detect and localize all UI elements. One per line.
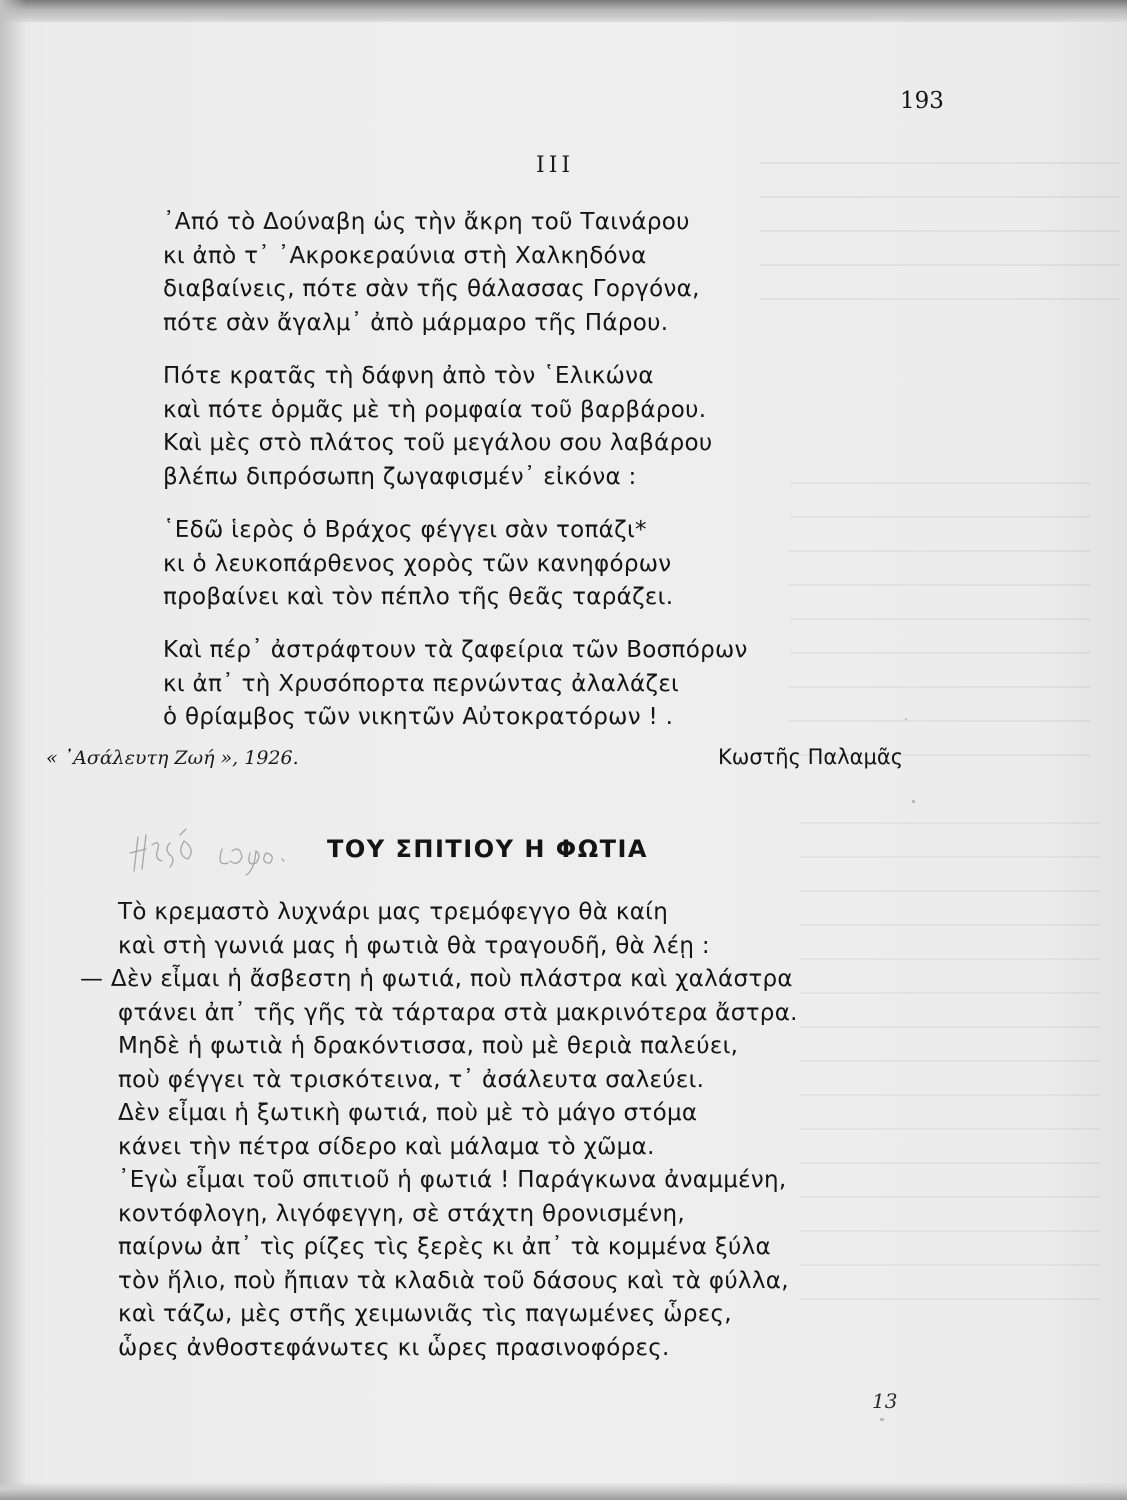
section-numeral: III — [536, 153, 575, 178]
paper-speck — [905, 718, 907, 720]
verse-line: — Δὲν εἶμαι ἡ ἄσβεστη ἡ φωτιά, ποὺ πλάστρα καὶ χαλάστρα — [80, 966, 793, 992]
pencil-annotation — [100, 815, 320, 885]
verse-line: προβαίνει καὶ τὸν πέπλο τῆς θεᾶς ταράζει. — [163, 584, 674, 610]
sonnet-stanza-4 — [163, 634, 748, 735]
verse-line: ῾Εδῶ ἱερὸς ὁ Βράχος φέγγει σὰν τοπάζι* — [163, 517, 647, 543]
page-number: 193 — [900, 88, 944, 114]
page-gutter-shadow — [0, 0, 26, 1500]
verse-line: φτάνει ἀπ᾿ τῆς γῆς τὰ τάρταρα στὰ μακρινότερα ἄστρα. — [118, 999, 798, 1026]
paper-speck — [880, 1418, 884, 1421]
verse-line: Δὲν εἶμαι ἡ ξωτικὴ φωτιά, ποὺ μὲ τὸ μάγο στόμα — [118, 1100, 698, 1126]
author-name: Κωστῆς Παλαμᾶς — [718, 745, 904, 769]
verse-line: ὧρες ἀνθοστεφάνωτες κι ὧρες πρασινοφόρες. — [118, 1334, 670, 1361]
page-bottom-shadow — [0, 1482, 1127, 1500]
source-citation: « ᾿Ασάλευτη Ζωή », 1926. — [46, 747, 299, 769]
show-through-text — [790, 460, 1090, 780]
verse-line: τὸν ἥλιο, ποὺ ἤπιαν τὰ κλαδιὰ τοῦ δάσους καὶ τὰ φύλλα, — [118, 1267, 789, 1294]
verse-line: ᾿Εγὼ εἶμαι τοῦ σπιτιοῦ ἡ φωτιά ! Παράγκωνα ἀναμμένη, — [118, 1167, 787, 1193]
verse-line: Τὸ κρεμαστὸ λυχνάρι μας τρεμόφεγγο θὰ καίη — [118, 899, 669, 925]
verse-line: ᾿Από τὸ Δούναβη ὡς τὴν ἄκρη τοῦ Ταινάρου — [163, 209, 690, 235]
sonnet-stanza-1 — [163, 206, 700, 340]
verse-line: κάνει τὴν πέτρα σίδερο καὶ μάλαμα τὸ χῶμα. — [118, 1133, 655, 1160]
verse-line: κι ὁ λευκοπάρθενος χορὸς τῶν κανηφόρων — [163, 550, 672, 577]
verse-line: κι ἀπ᾿ τὴ Χρυσόπορτα περνώντας ἀλαλάζει — [163, 670, 680, 697]
paper-speck — [912, 800, 915, 803]
sonnet-stanza-3 — [163, 514, 673, 615]
show-through-text — [760, 140, 1120, 320]
verse-line: κοντόφλογη, λιγόφεγγη, σὲ στάχτη θρονισμένη, — [118, 1200, 686, 1227]
verse-line: κι ἀπὸ τ᾿ ᾿Ακροκεραύνια στὴ Χαλκηδόνα — [163, 242, 647, 269]
verse-line: πότε σὰν ἄγαλμ᾿ ἀπὸ μάρμαρο τῆς Πάρου. — [163, 309, 669, 336]
verse-line: Πότε κρατᾶς τὴ δάφνη ἀπὸ τὸν ῾Ελικώνα — [163, 363, 654, 389]
verse-line: καὶ πότε ὁρμᾶς μὲ τὴ ρομφαία τοῦ βαρβάρου. — [163, 396, 707, 423]
verse-line: καὶ στὴ γωνιά μας ἡ φωτιὰ θὰ τραγουδῆ, θὰ λέῃ : — [118, 932, 710, 959]
verse-line: διαβαίνεις, πότε σὰν τῆς θάλασσας Γοργόνα, — [163, 276, 700, 302]
poem-body — [80, 896, 798, 1365]
verse-line: Καὶ πέρ᾿ ἀστράφτουν τὰ ζαφείρια τῶν Βοσπόρων — [163, 637, 748, 663]
verse-line: ὁ θρίαμβος τῶν νικητῶν Αὐτοκρατόρων ! . — [163, 704, 674, 730]
page-top-shadow — [0, 0, 1127, 22]
show-through-text — [800, 800, 1100, 1320]
signature-folio: 13 — [872, 1389, 898, 1413]
poem-title: ΤΟΥ ΣΠΙΤΙΟΥ Η ΦΩΤΙΑ — [327, 835, 648, 863]
verse-line: Μηδὲ ἡ φωτιὰ ἡ δρακόντισσα, ποὺ μὲ θεριὰ παλεύει, — [118, 1033, 739, 1059]
verse-line: Καὶ μὲς στὸ πλάτος τοῦ μεγάλου σου λαβάρου — [163, 430, 713, 456]
verse-line: βλέπω διπρόσωπη ζωγαφισμέν᾿ εἰκόνα : — [163, 463, 637, 490]
verse-line: παίρνω ἀπ᾿ τὶς ρίζες τὶς ξερὲς κι ἀπ᾿ τὰ κομμένα ξύλα — [118, 1234, 771, 1260]
verse-line: ποὺ φέγγει τὰ τρισκότεινα, τ᾿ ἀσάλευτα σαλεύει. — [118, 1066, 705, 1093]
sonnet-stanza-2 — [163, 360, 713, 494]
verse-line: καὶ τάζω, μὲς στῆς χειμωνιᾶς τὶς παγωμένες ὧρες, — [118, 1301, 732, 1327]
